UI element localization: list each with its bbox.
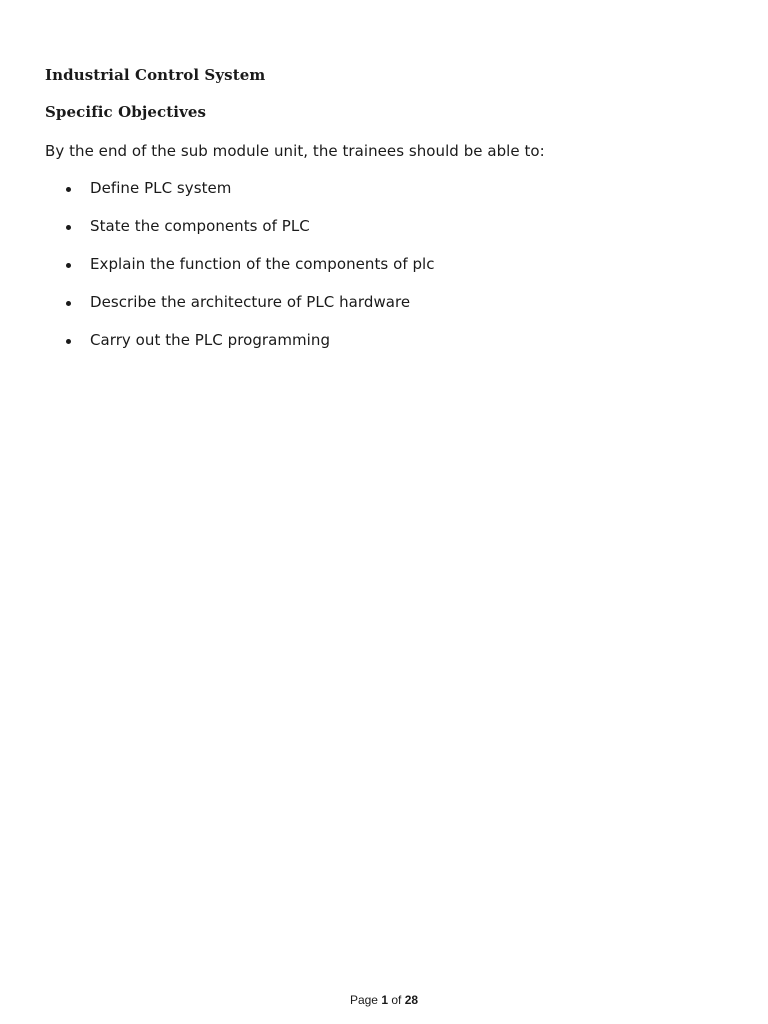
footer-total-pages: 28 [404, 993, 419, 1007]
objective-text: Describe the architecture of PLC hardware [90, 293, 411, 311]
objective-text: State the components of PLC [90, 217, 310, 235]
footer-page-word: Page [349, 993, 378, 1007]
objective-item [0, 292, 768, 330]
objective-text: Explain the function of the components of plc [90, 255, 435, 273]
objective-item [0, 254, 768, 292]
objective-item [0, 216, 768, 254]
bullet-icon [66, 187, 71, 192]
page-number-footer [0, 992, 768, 1008]
bullet-icon [66, 339, 71, 344]
document-title: Industrial Control System [45, 66, 266, 84]
bullet-icon [66, 301, 71, 306]
objectives-list [0, 178, 768, 368]
bullet-icon [66, 225, 71, 230]
objective-text: Define PLC system [90, 179, 232, 197]
objective-item [0, 178, 768, 216]
intro-paragraph: By the end of the sub module unit, the trainees should be able to: [45, 142, 545, 160]
bullet-icon [66, 263, 71, 268]
section-heading-specific-objectives: Specific Objectives [45, 103, 207, 121]
objective-text: Carry out the PLC programming [90, 331, 331, 349]
objective-item [0, 330, 768, 368]
footer-of-word: of [391, 993, 402, 1007]
footer-current-page: 1 [381, 993, 388, 1007]
